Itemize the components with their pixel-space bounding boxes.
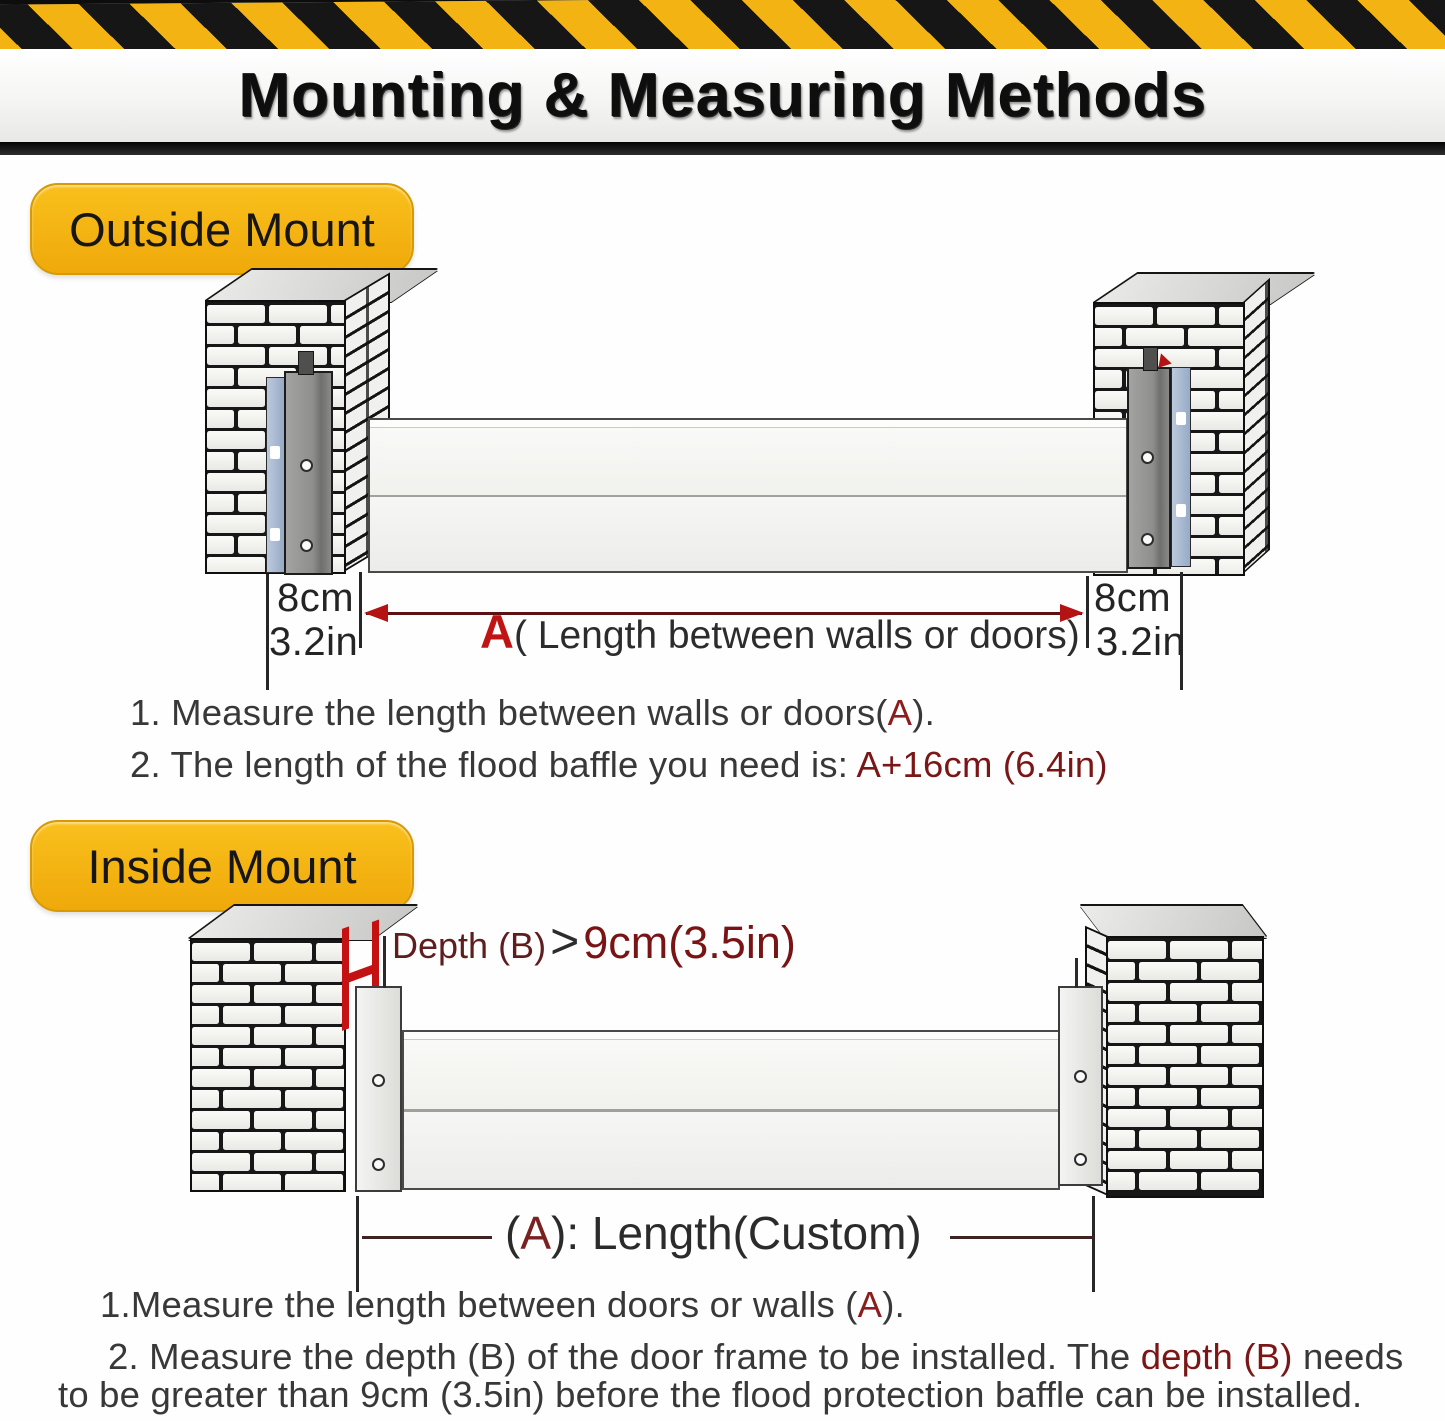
margin-label-in-right: 3.2in [1096,620,1186,664]
step-text: 1. Measure the length between walls or doors( [130,692,888,733]
brick-row [190,964,344,982]
brick [1219,517,1245,535]
brick-row [1106,1004,1262,1022]
brick [1219,349,1245,367]
brick [205,326,234,344]
brick [1170,1025,1228,1043]
length-caption-open: ( [505,1207,521,1259]
brick [254,943,312,961]
outside-mount-label: Outside Mount [69,202,375,256]
brick [1108,1067,1166,1085]
brick [223,1132,281,1150]
brick-row [1108,1067,1262,1085]
inside-mount-badge [30,820,414,912]
step-end: ). [912,692,935,733]
span-letter: A [480,605,514,658]
outside-step-2 [130,744,1108,786]
brick [207,557,265,574]
brick [223,1174,281,1192]
length-caption-text: ): Length(Custom) [551,1207,922,1259]
flood-barrier-panel-inside [402,1030,1060,1190]
mounting-bracket-right [1127,367,1171,569]
brick [1106,1046,1135,1064]
brick-row [207,347,344,365]
pillar-cap [1080,906,1267,938]
depth-label: Depth (B) [392,925,547,966]
seal-strip-left [266,377,285,573]
brick-row [205,326,344,344]
brick [1108,1025,1166,1043]
brick [1170,1109,1228,1127]
screw-hole [1141,451,1154,464]
step-text: 2. The length of the flood baffle you need is: [130,744,857,785]
brick-pillar-left-inside [190,938,346,1192]
pillar-cap-face [1080,906,1267,938]
brick [1201,1130,1259,1148]
depth-value: 9cm(3.5in) [583,917,796,968]
pillar-cap-face [1093,274,1315,304]
brick [1139,1130,1197,1148]
brick [1188,454,1245,472]
screw-hole [1074,1070,1087,1083]
brick [190,1174,219,1192]
brick [1106,962,1135,980]
title-divider-bar [0,142,1445,155]
brick [269,305,327,323]
step-text: 2. Measure the depth (B) of the door frame to be installed. The [108,1336,1141,1377]
measure-segment [950,1236,1094,1239]
brick-row [1108,1151,1262,1169]
brick-row [190,1090,344,1108]
brick [1201,1088,1259,1106]
pillar-side-face [1243,278,1270,574]
inside-step-3 [58,1374,1362,1416]
margin-label-in-left: 3.2in [269,620,359,664]
brick-row [192,985,344,1003]
measure-tick [1086,576,1089,648]
brick [1263,1046,1264,1064]
measure-tick [1092,1196,1095,1292]
brick [285,1048,343,1066]
brick [205,536,234,554]
brick [1170,1067,1228,1085]
brick [192,943,250,961]
step-end: needs [1292,1336,1404,1377]
bracket-anchor-tab [298,351,314,375]
screw-hole [300,459,313,472]
brick [1188,496,1245,514]
span-caption [480,604,1080,659]
pillar-cap [188,906,418,940]
brick [192,1111,250,1129]
seal-edge-line [1075,958,1078,988]
brick [1139,962,1197,980]
brick [1232,983,1264,1001]
brick [192,1069,250,1087]
brick [1106,1088,1135,1106]
brick [1139,1172,1197,1190]
brick-row [190,1132,344,1150]
brick [1219,559,1245,576]
screw-hole [300,539,313,552]
brick [1232,1151,1264,1169]
brick [254,1111,312,1129]
brick [1232,1025,1264,1043]
step-em: A [857,1284,883,1325]
brick [1232,1109,1264,1127]
brick [1263,1130,1264,1148]
brick [1219,307,1245,325]
brick [316,1111,346,1129]
brick [1219,475,1245,493]
brick-row [1093,328,1243,346]
seal-dot [1176,412,1186,425]
brick [1108,1151,1166,1169]
brick [285,1006,343,1024]
brick-row [207,305,344,323]
brick [1106,1172,1135,1190]
screw-hole [372,1074,385,1087]
brick [1263,1088,1264,1106]
brick [316,1069,346,1087]
brick-row [192,1111,344,1129]
inside-step-2 [108,1336,1403,1378]
brick [1219,433,1245,451]
brick [207,305,265,323]
panel-top-edge [370,420,1126,428]
brick [1188,328,1245,346]
brick [223,1048,281,1066]
brick [205,410,234,428]
inside-mount-label: Inside Mount [87,839,357,893]
brick [190,1132,219,1150]
outside-step-1 [130,692,935,734]
brick [207,431,265,449]
brick [1108,983,1166,1001]
brick [1139,1004,1197,1022]
brick [1106,1130,1135,1148]
length-caption-letter: A [520,1207,552,1259]
brick [285,964,343,982]
brick [190,1006,219,1024]
brick [190,1090,219,1108]
brick [238,326,296,344]
panel-seam [370,495,1126,498]
brick [1201,1046,1259,1064]
brick [192,985,250,1003]
brick [1170,941,1228,959]
step-end: ). [882,1284,905,1325]
seal-dot [1176,504,1186,517]
brick [1232,941,1264,959]
pillar-cap-face [188,906,418,940]
brick [192,1027,250,1045]
brick [190,1048,219,1066]
brick [207,473,265,491]
measure-tick [359,572,362,648]
brick-row [1106,1046,1262,1064]
step-em: A+16cm (6.4in) [856,744,1108,785]
page-title: Mounting & Measuring Methods [238,61,1207,130]
brick [1263,1004,1264,1022]
panel-seam [404,1109,1058,1112]
outside-mount-badge [30,183,414,275]
seal-strip-right [1171,367,1191,567]
brick [207,347,265,365]
brick-row [192,1069,344,1087]
measure-segment [362,1236,492,1239]
span-caption-text: ( Length between walls or doors) [513,614,1080,657]
brick-row [1106,962,1262,980]
brick-row [192,943,344,961]
brick [223,1006,281,1024]
brick-row [192,1027,344,1045]
mounting-plate-left [355,986,402,1192]
brick-pillar-right-inside [1106,936,1264,1198]
panel-top-edge [404,1032,1058,1040]
margin-label-cm-left: 8cm [277,576,355,620]
brick [300,326,346,344]
margin-label-cm-right: 8cm [1094,576,1172,620]
title-banner [0,49,1445,142]
brick [254,1069,312,1087]
brick-row [1108,941,1262,959]
inside-step-1 [100,1284,905,1326]
pillar-cap [205,270,438,302]
brick [1093,328,1122,346]
brick-row [1108,1025,1262,1043]
mounting-plate-right [1058,986,1103,1186]
screw-hole [1141,533,1154,546]
measure-tick [356,1196,359,1292]
brick [207,389,265,407]
pillar-cap-face [205,270,438,302]
step-text: 1.Measure the length between doors or walls ( [100,1284,858,1325]
brick [223,964,281,982]
brick [285,1174,343,1192]
brick [316,1153,346,1171]
brick-row [1095,307,1243,325]
flood-barrier-panel-outside [368,418,1128,573]
brick-row [1108,1109,1262,1127]
brick [285,1132,343,1150]
brick-row [1106,1172,1262,1190]
brick-row [1106,1130,1262,1148]
pillar-cap [1093,274,1315,304]
brick [254,985,312,1003]
brick [223,1090,281,1108]
brick [1201,1004,1259,1022]
brick [205,368,234,386]
brick [1106,1004,1135,1022]
seal-edge-line [383,936,386,988]
brick [1126,328,1184,346]
brick [1201,962,1259,980]
brick-row [192,1153,344,1171]
brick [1157,307,1215,325]
brick-row [190,1048,344,1066]
brick [1170,1151,1228,1169]
depth-indicator-bar [346,964,374,983]
brick [1219,391,1245,409]
brick [1139,1046,1197,1064]
brick [1093,370,1122,388]
brick [254,1027,312,1045]
depth-caption [392,912,796,970]
screw-hole [372,1158,385,1171]
seal-dot [270,446,280,459]
brick [207,515,265,533]
mounting-bracket-left [284,371,333,575]
brick [1232,1067,1264,1085]
screw-hole [1074,1153,1087,1166]
brick-row [1108,983,1262,1001]
step-text: to be greater than 9cm (3.5in) before the flood protection baffle can be installed. [58,1374,1363,1415]
brick [285,1090,343,1108]
brick [254,1153,312,1171]
brick [1188,538,1245,556]
brick-row [1106,1088,1262,1106]
brick [1095,307,1153,325]
brick [205,494,234,512]
brick [1108,1109,1166,1127]
length-caption [505,1206,922,1260]
step-em: depth (B) [1140,1336,1293,1377]
brick [192,1153,250,1171]
greater-than-sign: > [550,913,580,969]
brick-row [190,1006,344,1024]
brick [1188,370,1245,388]
step-em: A [887,692,913,733]
brick [1263,962,1264,980]
brick [1108,941,1166,959]
brick [205,452,234,470]
brick [190,964,219,982]
brick [1201,1172,1259,1190]
brick [1263,1172,1264,1190]
brick-row [190,1174,344,1192]
brick [1139,1088,1197,1106]
brick [1188,412,1245,430]
seal-dot [270,528,280,541]
brick [1170,983,1228,1001]
